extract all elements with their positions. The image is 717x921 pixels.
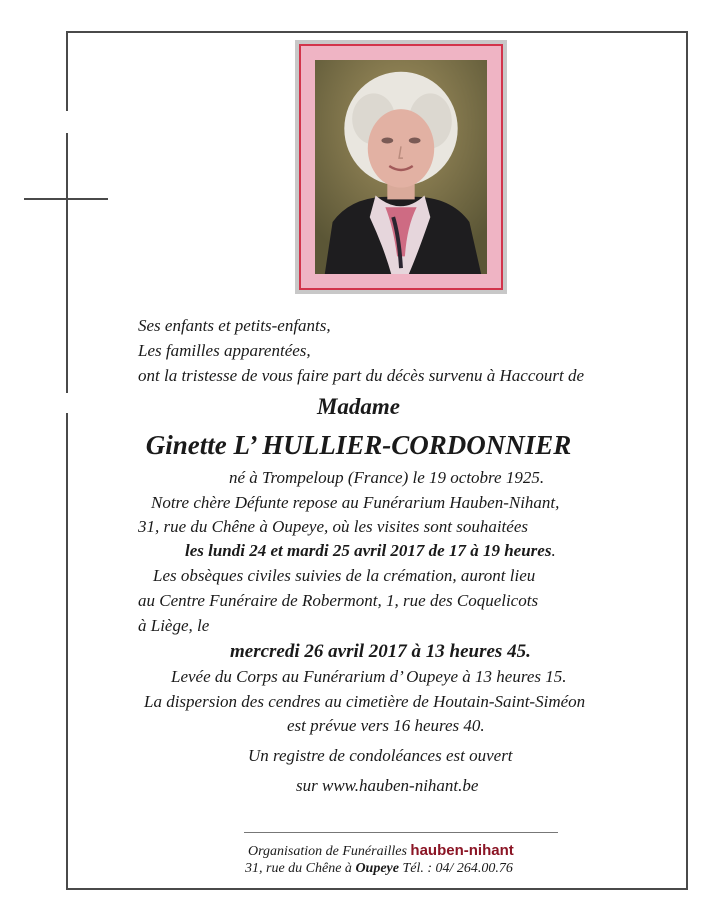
dispersion-line-2: est prévue vers 16 heures 40.	[287, 716, 485, 735]
funeral-line-3: à Liège, le	[138, 616, 210, 635]
footer-divider	[244, 832, 558, 833]
portrait-illustration	[315, 60, 487, 274]
visitation-dates	[185, 541, 556, 561]
brand-logo: hauben-nihant	[410, 842, 514, 859]
cross-vertical-line	[66, 133, 68, 393]
dispersion-line-1: La dispersion des cendres au cimetière de Houtain-Saint-Siméon	[144, 692, 586, 711]
frame-bottom-line	[66, 888, 688, 890]
cross-horizontal-line	[24, 198, 108, 200]
portrait-photo	[315, 60, 487, 274]
footer-address-town: Oupeye	[355, 861, 399, 876]
visitation-line-1: Notre chère Défunte repose au Funérarium Hauben-Nihant,	[151, 493, 560, 512]
footer-org-line	[248, 842, 514, 860]
levee-line: Levée du Corps au Funérarium d’ Oupeye à 13 heures 15.	[171, 667, 567, 686]
footer-address-line	[245, 861, 513, 877]
intro-line-1: Ses enfants et petits-enfants,	[138, 316, 331, 335]
birth-line: né à Trompeloup (France) le 19 octobre 1925.	[229, 468, 545, 487]
footer-address: 31, rue du Chêne à	[245, 861, 352, 876]
intro-line-3: ont la tristesse de vous faire part du décès survenu à Haccourt de	[138, 366, 585, 385]
frame-left-line	[66, 31, 68, 111]
deceased-name: Ginette L’ HULLIER-CORDONNIER	[145, 430, 572, 460]
footer-org-label: Organisation de Funérailles	[248, 844, 407, 859]
condolences-line-1: Un registre de condoléances est ouvert	[248, 746, 513, 765]
portrait-border	[299, 44, 503, 290]
funeral-line-1: Les obsèques civiles suivies de la crémation, auront lieu	[153, 566, 536, 585]
footer-phone: Tél. : 04/ 264.00.76	[402, 861, 513, 876]
frame-left-line	[66, 413, 68, 890]
visitation-dates-bold: les lundi 24 et mardi 25 avril 2017 de 17 à 19 heures	[185, 541, 552, 560]
funeral-date: mercredi 26 avril 2017 à 13 heures 45.	[230, 641, 531, 662]
condolences-url[interactable]: sur www.hauben-nihant.be	[296, 776, 479, 795]
intro-line-2: Les familles apparentées,	[138, 341, 311, 360]
portrait-frame	[295, 40, 507, 294]
visitation-dates-end: .	[551, 541, 556, 560]
visitation-line-2: 31, rue du Chêne à Oupeye, où les visites sont souhaitées	[138, 517, 528, 536]
frame-top-line	[66, 31, 688, 33]
deceased-title: Madame	[316, 394, 401, 419]
funeral-line-2: au Centre Funéraire de Robermont, 1, rue des Coquelicots	[138, 591, 539, 610]
